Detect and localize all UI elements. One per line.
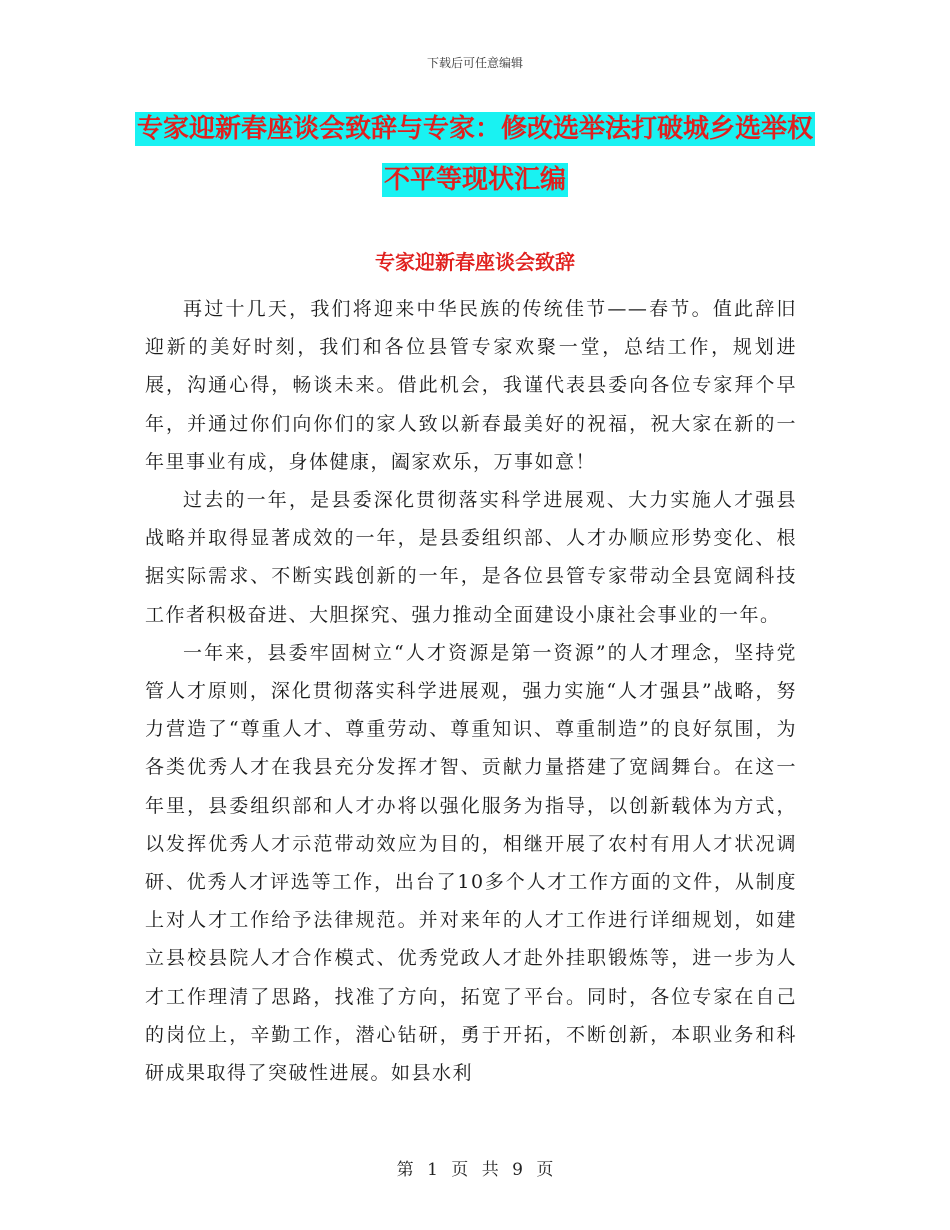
header-note: 下载后可任意编辑	[426, 56, 523, 70]
section-title: 专家迎新春座谈会致辞	[375, 250, 575, 274]
footer-label-unit: 页	[451, 1160, 469, 1180]
page-footer	[0, 1155, 950, 1180]
footer-total-pages: 9	[512, 1160, 523, 1180]
footer-current-page: 1	[427, 1160, 438, 1180]
document-body	[145, 290, 797, 1092]
paragraph: 再过十几天，我们将迎来中华民族的传统佳节——春节。值此辞旧迎新的美好时刻，我们和各位县管专家欢聚一堂，总结工作，规划进展，沟通心得，畅谈未来。借此机会，我谨代表县委向各位专家拜个早年，并通过你们向你们的家人致以新春最美好的祝福，祝大家在新的一年里事业有成，身体健康，阖家欢乐，万事如意！	[145, 298, 797, 473]
footer-label-total: 共	[481, 1160, 499, 1180]
document-title-text: 专家迎新春座谈会致辞与专家：修改选举法打破城乡选举权不平等现状汇编	[136, 114, 813, 195]
document-title	[130, 104, 820, 206]
paragraph: 过去的一年，是县委深化贯彻落实科学进展观、大力实施人才强县战略并取得显著成效的一年，是县委组织部、人才办顺应形势变化、根据实际需求、不断实践创新的一年，是各位县管专家带动全县宽阔科技工作者积极奋进、大胆探究、强力推动全面建设小康社会事业的一年。	[145, 489, 797, 626]
footer-label-unit-2: 页	[536, 1160, 554, 1180]
paragraph: 一年来，县委牢固树立“人才资源是第一资源”的人才理念，坚持党管人才原则，深化贯彻落实科学进展观，强力实施“人才强县”战略，努力营造了“尊重人才、尊重劳动、尊重知识、尊重制造”的良好氛围，为各类优秀人才在我县充分发挥才智、贡献力量搭建了宽阔舞台。在这一年里，县委组织部和人才办将以强化服务为指导，以创新载体为方式，以发挥优秀人才示范带动效应为目的，相继开展了农村有用人才状况调研、优秀人才评选等工作，出台了10多个人才工作方面的文件，从制度上对人才工作给予法律规范。并对来年的人才工作进行详细规划，如建立县校县院人才合作模式、优秀党政人才赴外挂职锻炼等，进一步为人才工作理清了思路，找准了方向，拓宽了平台。同时，各位专家在自己的岗位上，辛勤工作，潜心钻研，勇于开拓，不断创新，本职业务和科研成果取得了突破性进展。如县水利	[145, 641, 797, 1085]
footer-label-page: 第	[396, 1160, 414, 1180]
